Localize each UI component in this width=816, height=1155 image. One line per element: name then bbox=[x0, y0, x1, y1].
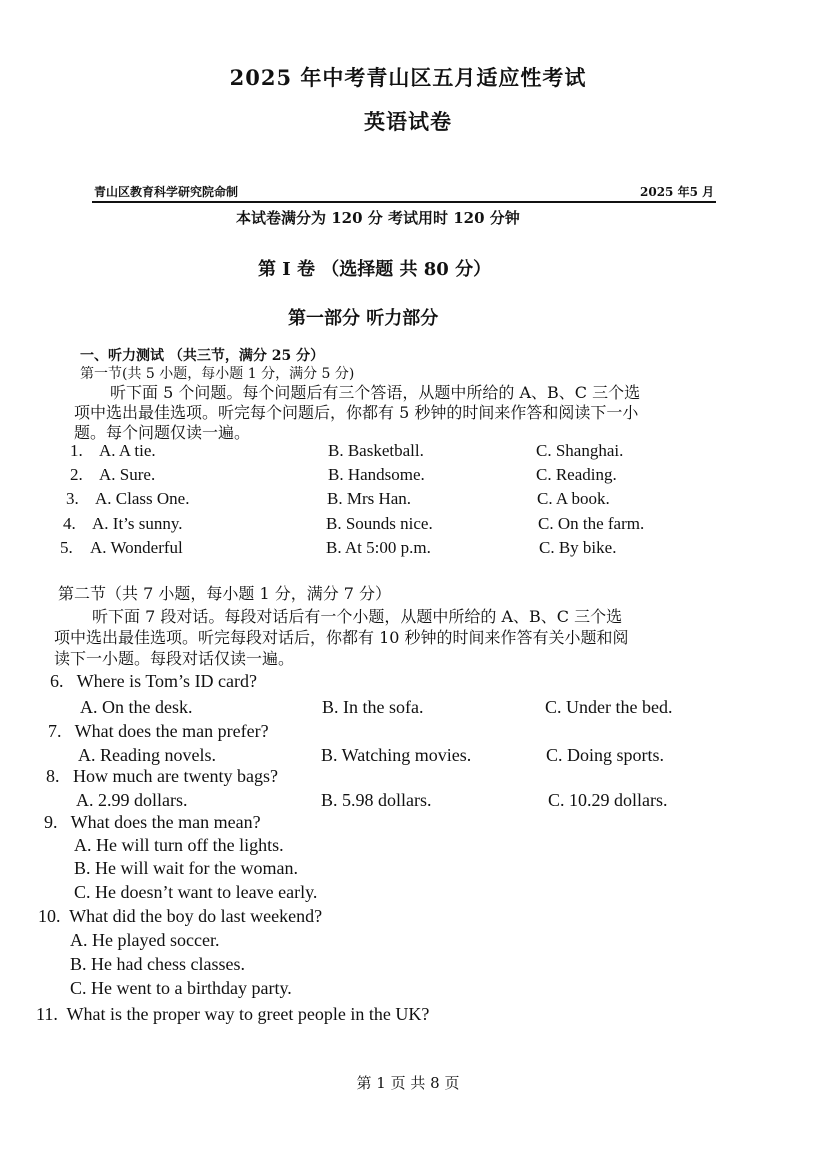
option-b: B. Sounds nice. bbox=[326, 514, 433, 533]
option-b: B. In the sofa. bbox=[322, 697, 424, 717]
question-number: 1. bbox=[70, 441, 83, 460]
option-a: A. Reading novels. bbox=[78, 745, 216, 765]
option-a: A. Sure. bbox=[99, 465, 156, 484]
exam-info: 本试卷满分为 120 分 考试用时 120 分钟 bbox=[236, 209, 520, 227]
option-c: C. He went to a birthday party. bbox=[70, 978, 292, 998]
issuer-label: 青山区教育科学研究院命制 bbox=[94, 185, 239, 199]
header-rule bbox=[92, 201, 716, 203]
question-6-stem: 6. Where is Tom’s ID card? bbox=[50, 671, 258, 691]
section2-heading: 第二节（共 7 小题，每小题 1 分，满分 7 分） bbox=[58, 584, 392, 603]
question-10-stem: 10. What did the boy do last weekend? bbox=[38, 906, 323, 926]
option-c: C. Doing sports. bbox=[546, 745, 665, 765]
option-c: C. Under the bed. bbox=[545, 697, 673, 717]
question-number: 4. bbox=[63, 514, 76, 533]
option-a: A. 2.99 dollars. bbox=[76, 790, 188, 810]
page-footer: 第 1 页 共 8 页 bbox=[356, 1074, 460, 1092]
question-number: 5. bbox=[60, 538, 73, 557]
section1-instruction-line: 听下面 5 个问题。每个问题后有三个答语，从题中所给的 A、B、C 三个选 bbox=[110, 383, 641, 402]
section1-instruction-line: 题。每个问题仅读一遍。 bbox=[74, 423, 251, 442]
listening-heading: 一、听力测试 （共三节，满分 25 分） bbox=[80, 348, 325, 364]
option-b: B. He had chess classes. bbox=[70, 954, 245, 974]
exam-title: 2025 年中考青山区五月适应性考试 bbox=[229, 65, 587, 90]
option-a: A. He will turn off the lights. bbox=[74, 835, 284, 855]
option-c: C. By bike. bbox=[539, 538, 617, 557]
option-c: C. On the farm. bbox=[538, 514, 645, 533]
option-b: B. He will wait for the woman. bbox=[74, 858, 298, 878]
option-a: A. He played soccer. bbox=[70, 930, 220, 950]
option-b: B. Watching movies. bbox=[321, 745, 472, 765]
option-b: B. Handsome. bbox=[328, 465, 425, 484]
option-a: A. Class One. bbox=[95, 489, 190, 508]
option-c: C. Shanghai. bbox=[536, 441, 624, 460]
section1-heading: 第一节(共 5 小题，每小题 1 分，满分 5 分) bbox=[80, 366, 355, 382]
option-c: C. 10.29 dollars. bbox=[548, 790, 668, 810]
section1-instruction-line: 项中选出最佳选项。听完每个问题后，你都有 5 秒钟的时间来作答和阅读下一小 bbox=[74, 403, 639, 422]
option-b: B. At 5:00 p.m. bbox=[326, 538, 431, 557]
exam-date: 2025 年5 月 bbox=[640, 185, 715, 199]
option-a: A. Wonderful bbox=[90, 538, 183, 557]
option-a: A. On the desk. bbox=[80, 697, 193, 717]
option-c: C. He doesn’t want to leave early. bbox=[74, 882, 318, 902]
section2-instruction-line: 读下一小题。每段对话仅读一遍。 bbox=[54, 649, 295, 668]
section2-instruction-line: 听下面 7 段对话。每段对话后有一个小题，从题中所给的 A、B、C 三个选 bbox=[92, 607, 623, 626]
question-11-stem: 11. What is the proper way to greet people in the UK? bbox=[36, 1004, 430, 1024]
option-b: B. Basketball. bbox=[328, 441, 424, 460]
exam-subtitle: 英语试卷 bbox=[364, 109, 452, 134]
option-a: A. A tie. bbox=[99, 441, 156, 460]
option-b: B. 5.98 dollars. bbox=[321, 790, 432, 810]
question-8-stem: 8. How much are twenty bags? bbox=[46, 766, 278, 786]
question-number: 2. bbox=[70, 465, 83, 484]
option-a: A. It’s sunny. bbox=[92, 514, 183, 533]
section2-instruction-line: 项中选出最佳选项。听完每段对话后，你都有 10 秒钟的时间来作答有关小题和阅 bbox=[54, 628, 629, 647]
volume-title: 第 I 卷 （选择题 共 80 分） bbox=[258, 259, 492, 280]
question-9-stem: 9. What does the man mean? bbox=[44, 812, 261, 832]
option-b: B. Mrs Han. bbox=[327, 489, 412, 508]
option-c: C. A book. bbox=[537, 489, 610, 508]
question-7-stem: 7. What does the man prefer? bbox=[48, 721, 269, 741]
option-c: C. Reading. bbox=[536, 465, 617, 484]
question-number: 3. bbox=[66, 489, 79, 508]
part-title: 第一部分 听力部分 bbox=[288, 308, 439, 329]
